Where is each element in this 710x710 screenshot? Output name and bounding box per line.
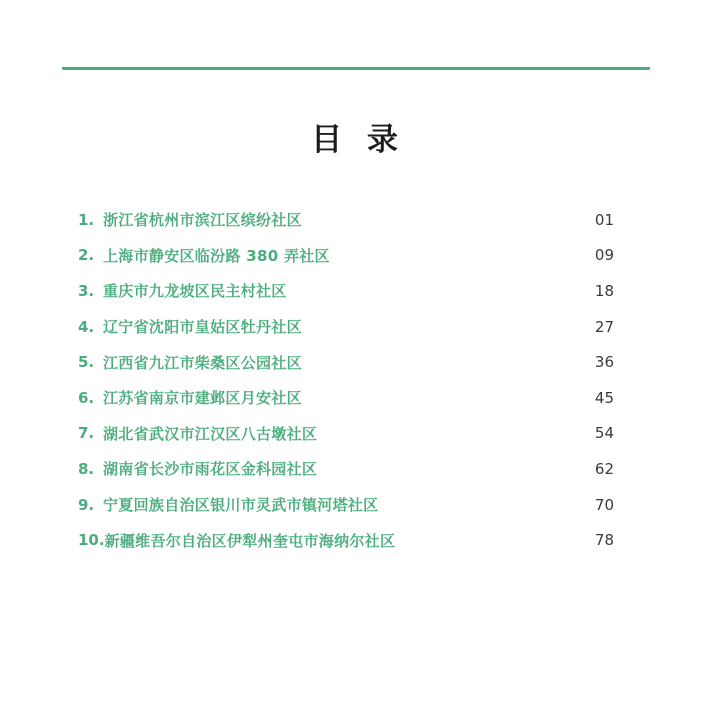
toc-entry-label: 湖南省长沙市雨花区金科园社区 [103, 460, 318, 479]
top-divider [62, 67, 650, 70]
toc-entry-label: 新疆维吾尔自治区伊犁州奎屯市海纳尔社区 [104, 531, 396, 550]
toc-entry[interactable] [78, 522, 614, 558]
page-title: 目 录 [311, 122, 399, 158]
toc-entry[interactable] [78, 238, 614, 274]
toc-entry-label: 浙江省杭州市滨江区缤纷社区 [103, 211, 302, 230]
toc-entry-label: 重庆市九龙坡区民主村社区 [103, 282, 287, 301]
toc-entry[interactable] [78, 344, 614, 380]
toc-entry-number: 8. [78, 459, 95, 478]
toc-entry-number: 9. [78, 495, 95, 514]
toc-entry-number: 3. [78, 281, 95, 300]
toc-entry-label: 宁夏回族自治区银川市灵武市镇河塔社区 [103, 496, 379, 515]
toc-entry[interactable] [78, 309, 614, 345]
toc-entry-number: 2. [78, 246, 95, 265]
toc-entry-label: 江苏省南京市建邺区月安社区 [103, 389, 302, 408]
toc-entry-page: 78 [594, 531, 614, 550]
toc-entry-page: 18 [594, 281, 614, 300]
toc-entry-page: 27 [594, 317, 614, 336]
toc-entry-number: 7. [78, 424, 95, 443]
toc-entry-page: 09 [594, 246, 614, 265]
toc-entry-label: 江西省九江市柴桑区公园社区 [103, 353, 302, 372]
toc-entry-label: 湖北省武汉市江汉区八古墩社区 [103, 424, 318, 443]
toc-entry[interactable] [78, 273, 614, 309]
toc-entry[interactable] [78, 487, 614, 523]
toc-entry-number: 1. [78, 210, 95, 229]
toc-entry-label: 辽宁省沈阳市皇姑区牡丹社区 [103, 318, 302, 337]
toc-entry-label: 上海市静安区临汾路 380 弄社区 [103, 246, 330, 265]
toc-entry[interactable] [78, 451, 614, 487]
toc-entry-number: 6. [78, 388, 95, 407]
toc-entry-page: 70 [594, 495, 614, 514]
toc-entry-page: 36 [594, 353, 614, 372]
toc-entry-page: 45 [594, 388, 614, 407]
toc-entry-number: 4. [78, 317, 95, 336]
toc-entry-page: 62 [594, 459, 614, 478]
toc-entry-number: 10. [78, 531, 105, 550]
toc-entry-number: 5. [78, 353, 95, 372]
toc-list [78, 202, 614, 558]
toc-entry-page: 01 [594, 210, 614, 229]
toc-entry[interactable] [78, 380, 614, 416]
toc-entry[interactable] [78, 416, 614, 452]
toc-entry-page: 54 [594, 424, 614, 443]
toc-entry[interactable] [78, 202, 614, 238]
